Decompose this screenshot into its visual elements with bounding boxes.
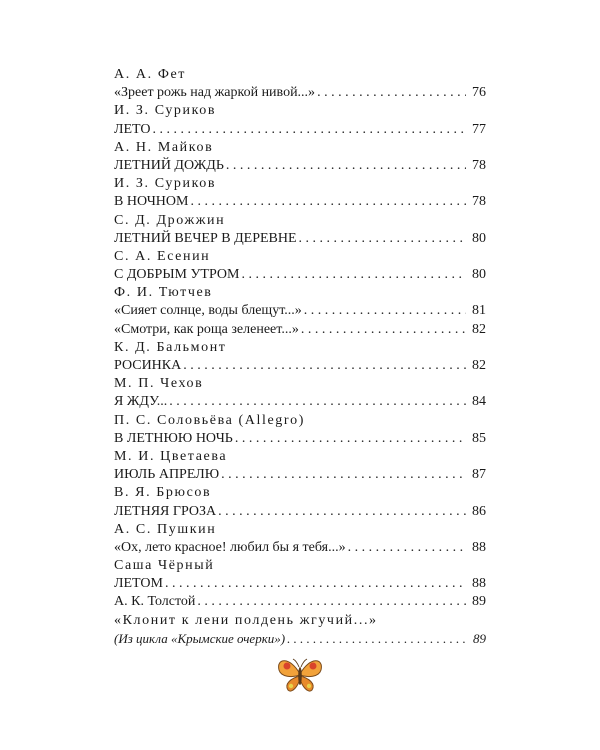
dot-leader (348, 539, 466, 557)
toc-page-number: 80 (472, 230, 486, 246)
dot-leader (221, 466, 466, 484)
toc-entry-title: ЛЕТНИЙ ДОЖДЬ (114, 157, 224, 173)
toc-author: И. З. Суриков (114, 103, 217, 119)
dot-leader (165, 575, 466, 593)
toc-page-number: 84 (472, 394, 486, 410)
dot-leader (183, 357, 466, 375)
toc-entry[interactable] (114, 393, 486, 411)
toc-entry[interactable] (114, 430, 486, 448)
toc-entry[interactable] (114, 630, 486, 648)
toc-page-number: 87 (472, 467, 486, 483)
toc-entry[interactable] (114, 539, 486, 557)
toc-entry[interactable] (114, 357, 486, 375)
toc-entry[interactable] (114, 302, 486, 320)
toc-entry[interactable] (114, 503, 486, 521)
dot-leader (301, 321, 466, 339)
toc-author: А. А. Фет (114, 67, 187, 82)
toc-entry-title: ЛЕТО (114, 121, 151, 137)
toc-page-number: 82 (472, 358, 486, 373)
toc-entry-title: С ДОБРЫМ УТРОМ (114, 267, 240, 283)
table-of-contents (114, 66, 486, 648)
toc-author: М. П. Чехов (114, 376, 204, 392)
dot-leader (169, 393, 466, 411)
toc-entry-title: ЛЕТНИЙ ВЕЧЕР В ДЕРЕВНЕ (114, 230, 297, 246)
dot-leader (304, 302, 466, 320)
toc-page-number: 78 (472, 157, 486, 173)
toc-entry-title: (Из цикла «Крымские очерки») (114, 630, 286, 646)
toc-entry-title: «Смотри, как роща зеленеет...» (114, 321, 299, 337)
dot-leader (287, 630, 466, 648)
toc-page-number: 81 (472, 303, 486, 319)
toc-entry-title: «Сияет солнце, воды блещут...» (114, 303, 302, 319)
toc-entry[interactable] (114, 575, 486, 593)
toc-author: «Клонит к лени полдень жгучий...» (114, 612, 378, 628)
toc-page-number: 80 (472, 267, 486, 283)
toc-page-number: 89 (472, 594, 486, 610)
toc-page-number: 78 (472, 194, 486, 210)
toc-author: Ф. И. Тютчев (114, 285, 213, 301)
toc-author: П. С. Соловьёва (Allegro) (114, 412, 306, 428)
butterfly-icon (276, 654, 324, 694)
toc-entry[interactable] (114, 193, 486, 211)
dot-leader (299, 230, 466, 248)
toc-entry[interactable] (114, 230, 486, 248)
toc-entry[interactable] (114, 84, 486, 102)
dot-leader (241, 266, 466, 284)
toc-page-number: 88 (472, 539, 486, 555)
toc-page-number: 82 (472, 321, 486, 337)
toc-entry-title: Я ЖДУ... (114, 394, 168, 410)
toc-entry[interactable] (114, 593, 486, 611)
toc-entry[interactable] (114, 466, 486, 484)
toc-entry-title: В ЛЕТНЮЮ НОЧЬ (114, 430, 233, 446)
toc-entry-title: «Ох, лето красное! любил бы я тебя...» (114, 539, 346, 555)
toc-entry-title: «Зреет рожь над жаркой нивой...» (114, 85, 316, 101)
toc-author: М. И. Цветаева (114, 448, 228, 464)
toc-author: К. Д. Бальмонт (114, 339, 227, 355)
dot-leader (235, 430, 466, 448)
toc-entry[interactable] (114, 157, 486, 175)
toc-page-number: 89 (473, 630, 486, 646)
toc-page-number: 76 (472, 85, 486, 101)
toc-entry[interactable] (114, 266, 486, 284)
toc-entry[interactable] (114, 321, 486, 339)
toc-author: Саша Чёрный (114, 558, 215, 574)
toc-author: А. Н. Майков (114, 139, 214, 155)
toc-entry[interactable] (114, 121, 486, 139)
toc-entry-title: ЛЕТНЯЯ ГРОЗА (114, 503, 217, 519)
toc-entry-title: ИЮЛЬ АПРЕЛЮ (114, 467, 220, 483)
toc-author: В. Я. Брюсов (114, 485, 212, 501)
toc-entry-title: РОСИНКА (114, 358, 182, 373)
toc-page-number: 85 (472, 430, 486, 446)
toc-page-number: 88 (472, 576, 486, 592)
toc-page-number: 77 (472, 121, 486, 137)
toc-page-number: 86 (472, 503, 486, 519)
dot-leader (153, 121, 466, 139)
toc-author: С. Д. Дрожжин (114, 212, 226, 228)
dot-leader (190, 193, 466, 211)
dot-leader (226, 157, 466, 175)
dot-leader (197, 593, 466, 611)
toc-author: И. З. Суриков (114, 176, 217, 192)
dot-leader (317, 84, 466, 102)
toc-author: С. А. Есенин (114, 248, 211, 264)
toc-author: А. С. Пушкин (114, 521, 217, 537)
toc-entry-title: А. К. Толстой (114, 594, 196, 610)
dot-leader (218, 503, 466, 521)
toc-entry-title: ЛЕТОМ (114, 576, 163, 592)
toc-entry-title: В НОЧНОМ (114, 194, 189, 210)
